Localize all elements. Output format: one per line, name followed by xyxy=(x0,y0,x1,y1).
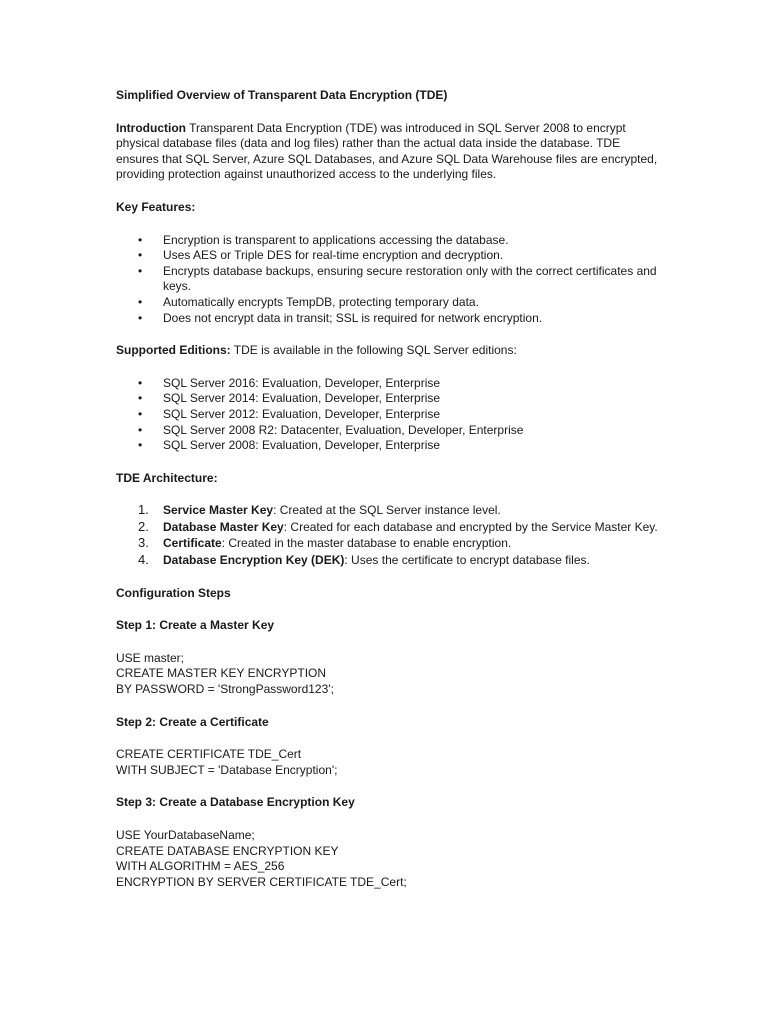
step-heading: Step 1: Create a Master Key xyxy=(116,618,275,633)
intro-paragraph xyxy=(116,121,658,183)
key-features-list xyxy=(116,233,658,327)
item-desc: : Created at the SQL Server instance level. xyxy=(273,503,501,518)
code-line: CREATE CERTIFICATE TDE_Cert xyxy=(116,747,302,762)
item-number: 2. xyxy=(138,518,149,534)
architecture-item xyxy=(116,503,658,519)
list-item: • Automatically encrypts TempDB, protecting temporary data. xyxy=(116,295,658,311)
code-line: USE YourDatabaseName; xyxy=(116,828,255,842)
intro-label: Introduction xyxy=(116,120,186,135)
code-block xyxy=(116,828,658,890)
item-number: 4. xyxy=(138,552,149,568)
config-heading: Configuration Steps xyxy=(116,585,231,600)
code-block xyxy=(116,651,658,698)
step-heading: Step 2: Create a Certificate xyxy=(116,714,269,729)
item-number: 3. xyxy=(138,535,149,551)
item-desc: : Created in the master database to enable encryption. xyxy=(221,536,512,551)
code-line: BY PASSWORD = 'StrongPassword123'; xyxy=(116,682,334,697)
code-line: ENCRYPTION BY SERVER CERTIFICATE TDE_Cert; xyxy=(116,874,407,889)
code-line: CREATE MASTER KEY ENCRYPTION xyxy=(116,666,327,681)
intro-text: Transparent Data Encryption (TDE) was introduced in SQL Server 2008 to encrypt physical database files (data and log files) rather than the actual data inside the database. TDE ensures that SQL Server, Azure SQL Databases, and Azure SQL Data Warehouse files are encrypted, providing protection against unauthorized access to the underlying files. xyxy=(116,120,658,182)
list-item: • SQL Server 2016: Evaluation, Developer, Enterprise xyxy=(116,376,658,392)
document-title: Simplified Overview of Transparent Data Encryption (TDE) xyxy=(116,88,448,102)
list-item: • Uses AES or Triple DES for real-time encryption and decryption. xyxy=(116,248,658,264)
item-term: Database Encryption Key (DEK) xyxy=(163,553,345,568)
item-number: 1. xyxy=(138,502,149,518)
code-line: WITH SUBJECT = 'Database Encryption'; xyxy=(116,762,338,777)
code-line: USE master; xyxy=(116,650,185,665)
step-heading: Step 3: Create a Database Encryption Key xyxy=(116,795,355,810)
list-item: • Encrypts database backups, ensuring secure restoration only with the correct certificates and keys. xyxy=(116,264,658,295)
list-item: • Does not encrypt data in transit; SSL is required for network encryption. xyxy=(116,311,658,327)
list-item: • Encryption is transparent to applications accessing the database. xyxy=(116,233,658,249)
editions-paragraph xyxy=(116,343,658,359)
item-desc: : Uses the certificate to encrypt database files. xyxy=(344,553,590,568)
architecture-heading: TDE Architecture: xyxy=(116,470,218,485)
architecture-item xyxy=(116,520,658,536)
editions-list xyxy=(116,376,658,454)
code-line: WITH ALGORITHM = AES_256 xyxy=(116,859,285,874)
key-features-heading: Key Features: xyxy=(116,199,196,214)
item-term: Database Master Key xyxy=(163,519,284,534)
editions-label: Supported Editions: xyxy=(116,343,231,358)
code-block xyxy=(116,747,658,778)
list-item: • SQL Server 2014: Evaluation, Developer, Enterprise xyxy=(116,391,658,407)
list-item: • SQL Server 2008 R2: Datacenter, Evaluation, Developer, Enterprise xyxy=(116,423,658,439)
architecture-item xyxy=(116,536,658,552)
editions-text: TDE is available in the following SQL Server editions: xyxy=(230,343,517,358)
item-term: Service Master Key xyxy=(163,503,274,518)
list-item: • SQL Server 2012: Evaluation, Developer, Enterprise xyxy=(116,407,658,423)
architecture-item xyxy=(116,553,658,569)
list-item: • SQL Server 2008: Evaluation, Developer, Enterprise xyxy=(116,438,658,454)
item-desc: : Created for each database and encrypted by the Service Master Key. xyxy=(283,519,658,534)
code-line: CREATE DATABASE ENCRYPTION KEY xyxy=(116,843,339,858)
architecture-list xyxy=(116,503,658,568)
item-term: Certificate xyxy=(163,536,222,551)
